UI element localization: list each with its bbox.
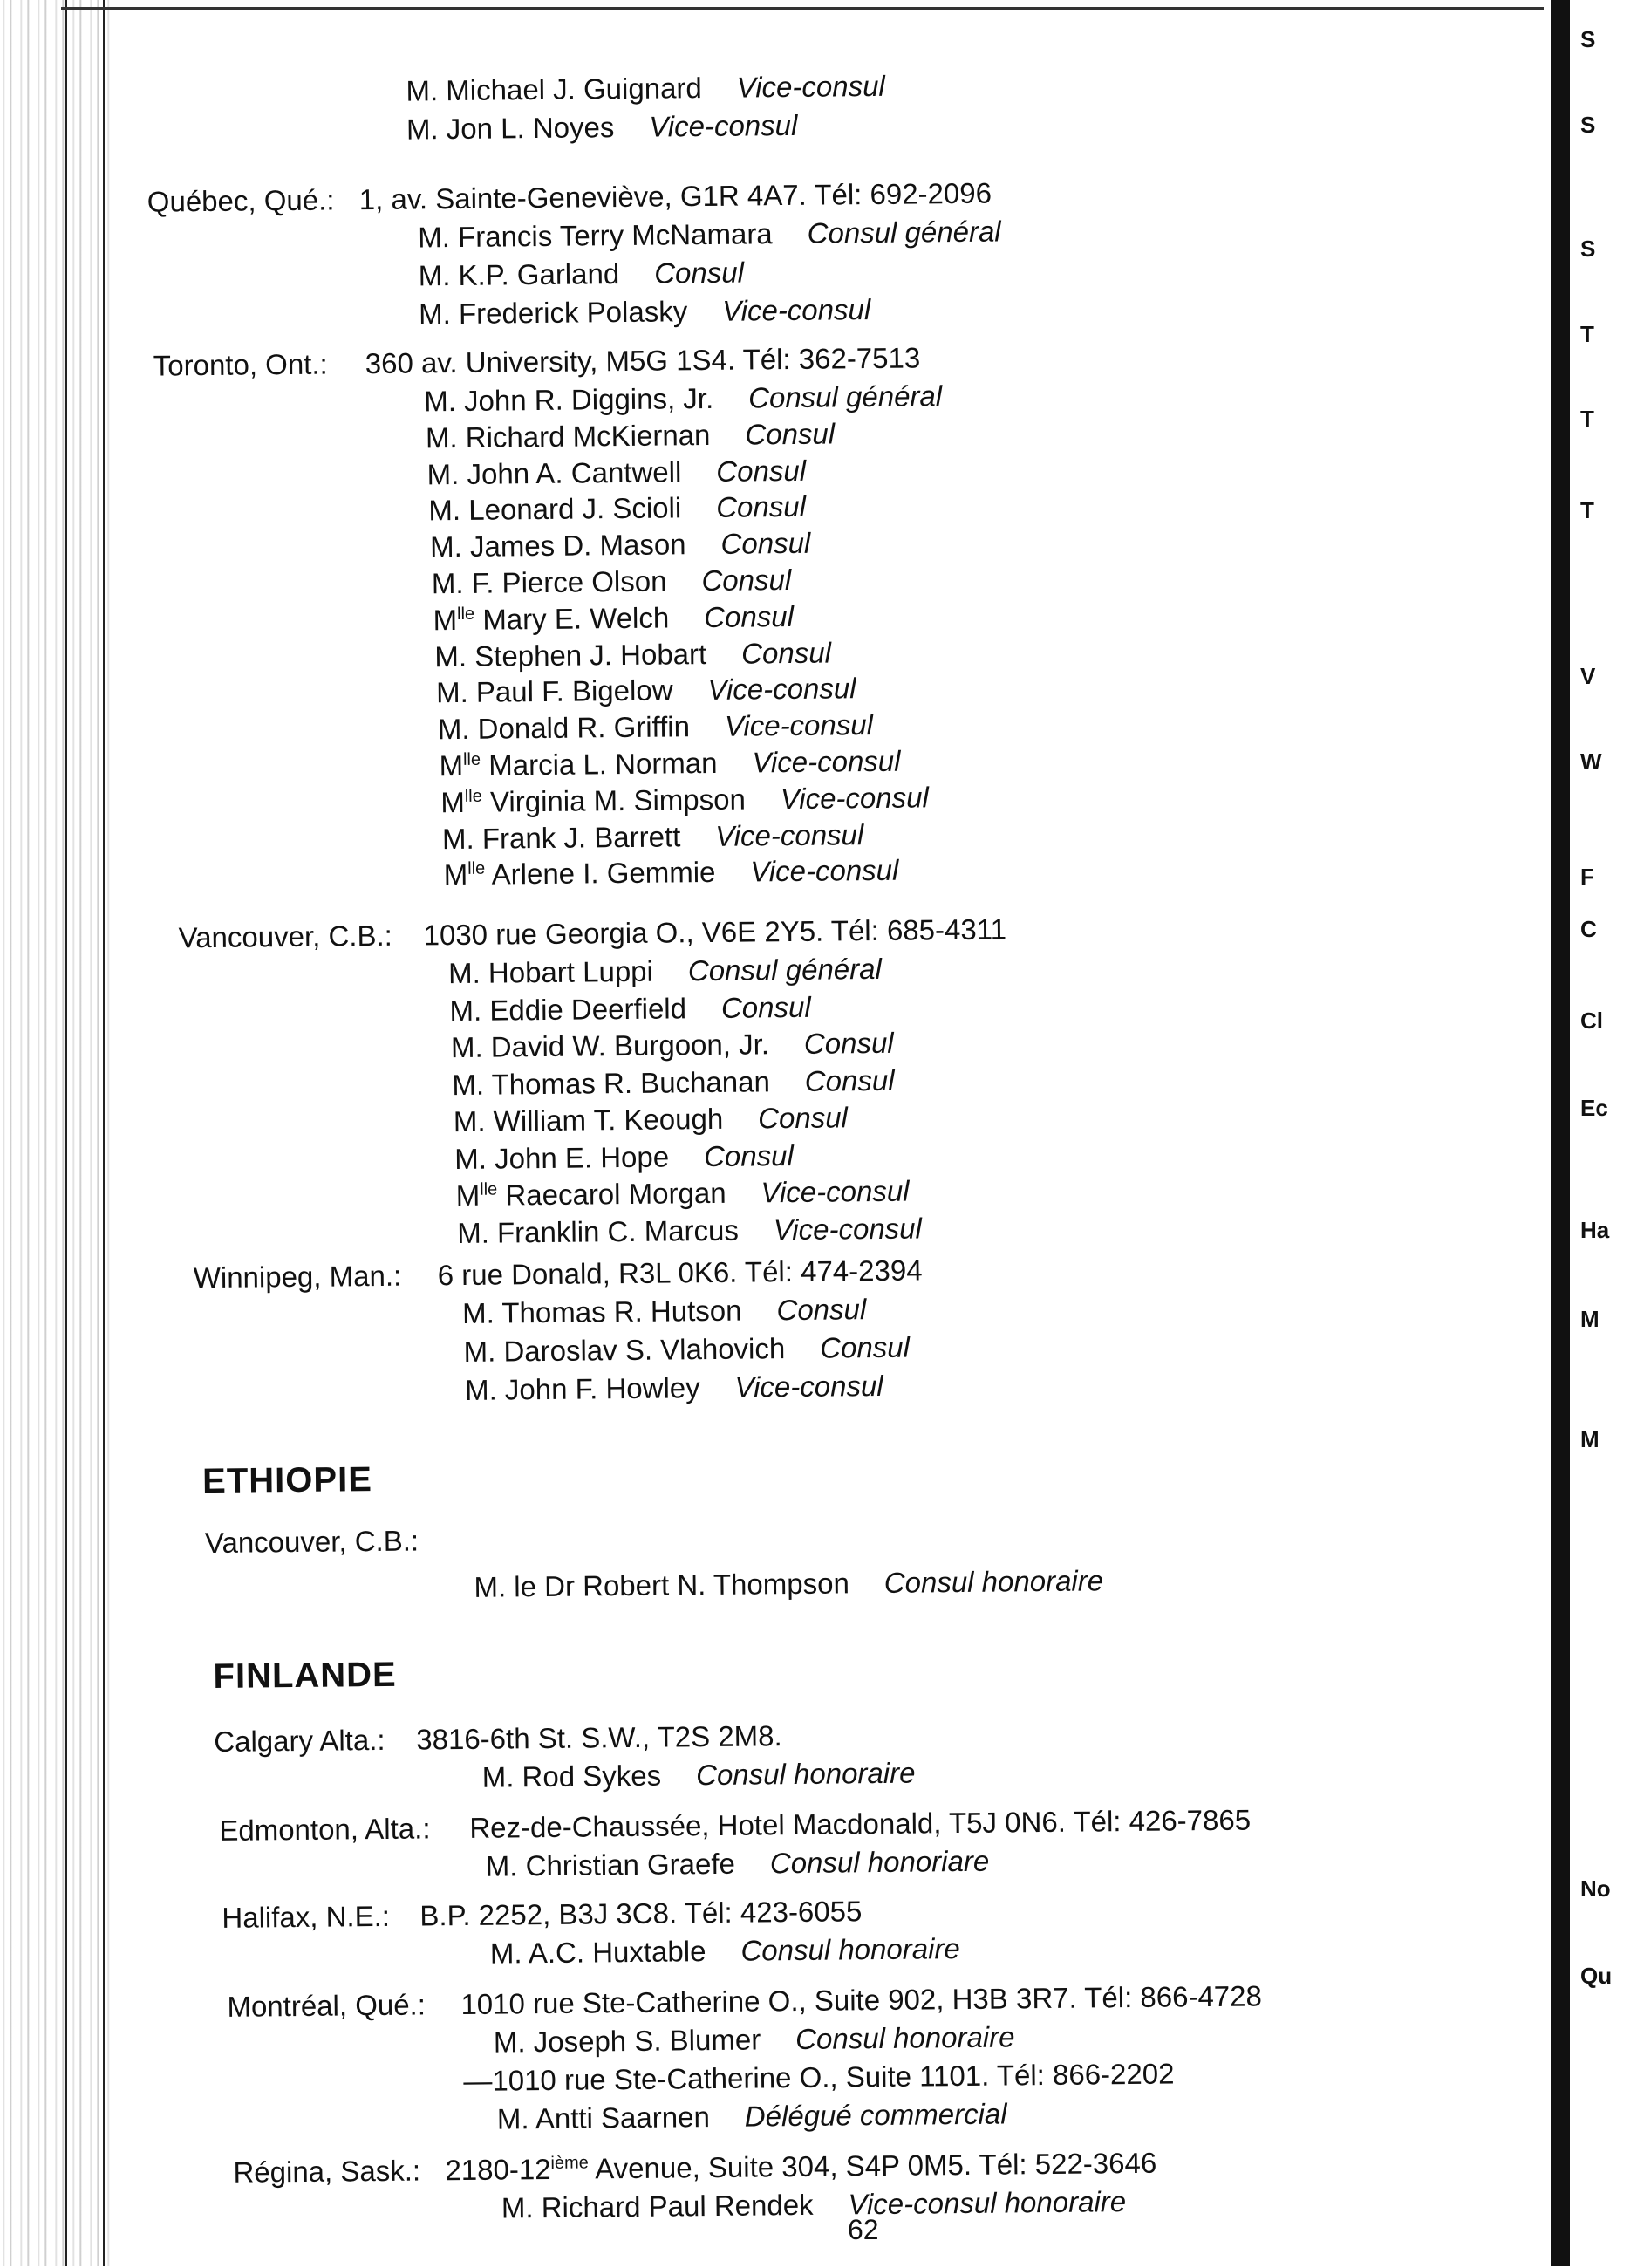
facing-page-letter: T (1580, 406, 1594, 432)
consulate-address: 6 rue Donald, R3L 0K6. Tél: 474-2394 (437, 1254, 923, 1292)
facing-page-letter: S (1580, 236, 1596, 262)
person-name: M. David W. Burgoon, Jr. (450, 1028, 770, 1064)
consulate-location: Winnipeg, Man.: (193, 1259, 402, 1295)
person-name: M. Thomas R. Buchanan (452, 1064, 770, 1101)
facing-page-edge (1551, 0, 1570, 2266)
person-name: M. John F. Howley (464, 1371, 700, 1406)
person-entry (439, 745, 900, 783)
person-entry (436, 673, 856, 710)
person-entry (451, 1027, 894, 1064)
facing-page-letter: V (1580, 663, 1596, 689)
person-entry: M. Rod Sykes Consul honoraire (481, 1756, 916, 1793)
facing-page-letter: Ec (1580, 1095, 1608, 1121)
country-heading-finlande: FINLANDE (213, 1655, 397, 1696)
person-entry (430, 527, 811, 564)
person-name: M. John E. Hope (454, 1139, 670, 1175)
consulate-location: Calgary Alta.: (214, 1723, 385, 1758)
person-title: Vice-consul (752, 744, 901, 779)
person-name: M. Thomas R. Hutson (461, 1294, 742, 1329)
consulate-location: Toronto, Ont.: (153, 347, 328, 382)
person-entry: M. Richard Paul Rendek Vice-consul honoraire (501, 2185, 1127, 2224)
person-entry (432, 564, 792, 600)
person-entry (434, 636, 831, 673)
person-entry (465, 1370, 883, 1407)
country-heading-ethiopie: ETHIOPIE (201, 1460, 373, 1501)
consulate-address: Rez-de-Chaussée, Hotel Macdonald, T5J 0N6. Tél: 426-7865 (469, 1803, 1252, 1844)
person-title: Vice-consul (707, 672, 856, 707)
person-name: M. James D. Mason (429, 528, 686, 564)
person-title: Vice-consul (724, 708, 874, 742)
person-title: Vice-consul (780, 781, 930, 815)
person-entry: M. Joseph S. Blumer Consul honoraire (493, 2020, 1015, 2059)
person-title: Vice-consul (734, 1369, 883, 1404)
person-title: Consul (720, 990, 811, 1024)
person-title: Consul (703, 1138, 795, 1172)
facing-page-letter: M (1580, 1426, 1599, 1452)
consulate-address: 1030 rue Georgia O., V6E 2Y5. Tél: 685-4311 (423, 912, 1007, 952)
consulate-address: 360 av. University, M5G 1S4. Tél: 362-7513 (365, 341, 921, 380)
person-entry (456, 1175, 910, 1213)
person-entry: M. Antti Saarnen Délégué commercial (496, 2097, 1007, 2135)
person-entry (442, 818, 864, 856)
consulate-address: 1, av. Sainte-Geneviève, G1R 4A7. Tél: 692-2096 (358, 176, 992, 216)
facing-page-letter: W (1580, 748, 1602, 775)
page-number: 62 (848, 2214, 879, 2245)
person-title: Vice-consul (750, 854, 899, 888)
person-title: Consul (820, 1330, 911, 1364)
consulate-address: 2180-12ième Avenue, Suite 304, S4P 0M5. Tél: 522-3646 (445, 2146, 1157, 2187)
person-title: Consul général (687, 952, 883, 987)
facing-page-letter: Ha (1580, 1217, 1610, 1243)
person-entry (454, 1138, 794, 1175)
person-name: $M^{lle}$ Marcia L. Norman (439, 746, 718, 782)
person-name: $M^{lle}$ Arlene I. Gemmie (443, 856, 716, 891)
consulate-address: 3816-6th St. S.W., T2S 2M8. (416, 1719, 782, 1756)
consulate-address: B.P. 2252, B3J 3C8. Tél: 423-6055 (419, 1895, 863, 1932)
consulate-location: Régina, Sask.: (233, 2154, 421, 2189)
person-name: M. Eddie Deerfield (449, 991, 687, 1027)
consulate-location: Montréal, Qué.: (227, 1988, 426, 2023)
person-entry (426, 417, 836, 454)
person-entry: M. Francis Terry McNamara Consul général (418, 215, 1001, 254)
person-entry: M. Michael J. Guignard Vice-consul (406, 69, 885, 107)
person-title: Consul (803, 1026, 894, 1060)
person-title: Consul (776, 1293, 867, 1327)
person-entry (463, 1331, 910, 1369)
facing-page-letter: No (1580, 1875, 1611, 1902)
facing-page-letter: S (1580, 112, 1596, 138)
person-name: M. Hobart Luppi (447, 954, 654, 990)
consulate-location: Edmonton, Alta.: (219, 1812, 431, 1847)
person-name: M. Richard McKiernan (425, 418, 711, 454)
person-title: Consul (704, 599, 795, 633)
person-name: $M^{lle}$ Virginia M. Simpson (440, 782, 747, 818)
person-entry (424, 379, 942, 418)
facing-page-letter: F (1580, 864, 1594, 890)
person-entry (440, 781, 929, 819)
person-name: $M^{lle}$ Raecarol Morgan (455, 1176, 726, 1213)
facing-page-letter: C (1580, 916, 1597, 942)
person-title: Vice-consul (773, 1211, 923, 1246)
consulate-location: Vancouver, C.B.: (178, 919, 393, 954)
consulate-location: Vancouver, C.B.: (204, 1524, 419, 1560)
person-entry: M. K.P. Garland Consul (418, 256, 745, 292)
facing-page-letter: Cl (1580, 1008, 1603, 1034)
person-entry: M. Frederick Polasky Vice-consul (418, 293, 871, 331)
person-name: $M^{lle}$ Mary E. Welch (433, 601, 670, 637)
consulate-location: Halifax, N.E.: (222, 1899, 391, 1934)
person-name: M. John A. Cantwell (426, 454, 682, 490)
person-entry (438, 708, 874, 746)
person-title: Consul (804, 1063, 895, 1097)
facing-page-letter: Qu (1580, 1963, 1613, 1989)
person-name: M. Franklin C. Marcus (457, 1213, 740, 1249)
person-entry (426, 454, 806, 491)
consulate-location: Québec, Qué.: (147, 183, 335, 218)
person-title: Consul (745, 417, 836, 451)
consulate-address: —1010 rue Ste-Catherine O., Suite 1101. Tél: 866-2202 (463, 2057, 1175, 2098)
person-entry (462, 1293, 866, 1330)
facing-page-letter: M (1580, 1306, 1599, 1332)
person-name: M. John R. Diggins, Jr. (424, 381, 714, 418)
person-entry (449, 990, 811, 1027)
person-name: M. Stephen J. Hobart (434, 637, 707, 673)
facing-page-letter: T (1580, 321, 1594, 347)
person-entry (428, 490, 806, 528)
person-name: M. Leonard J. Scioli (428, 491, 682, 527)
person-name: M. F. Pierce Olson (431, 564, 667, 600)
person-title: Consul (716, 454, 807, 488)
person-entry: M. le Dr Robert N. Thompson Consul honoraire (474, 1564, 1104, 1603)
person-title: Consul (740, 636, 832, 670)
person-title: Vice-consul (761, 1174, 910, 1209)
person-entry (448, 953, 882, 990)
person-title: Consul (757, 1101, 849, 1135)
person-title: Consul (716, 490, 807, 524)
facing-page-letter: S (1580, 26, 1596, 52)
person-title: Consul (701, 563, 792, 598)
consulate-address: 1010 rue Ste-Catherine O., Suite 902, H3B 3R7. Tél: 866-4728 (460, 1979, 1263, 2021)
person-title: Consul (720, 526, 811, 561)
person-name: M. Daroslav S. Vlahovich (463, 1332, 786, 1368)
person-entry (454, 1101, 848, 1138)
person-name: M. Donald R. Griffin (437, 710, 691, 746)
person-entry (457, 1212, 922, 1250)
person-entry (444, 854, 899, 891)
person-title: Consul général (747, 379, 943, 414)
person-entry (452, 1063, 895, 1101)
person-name: M. William T. Keough (453, 1102, 724, 1138)
person-name: M. Frank J. Barrett (441, 819, 681, 855)
person-name: M. Paul F. Bigelow (435, 673, 673, 709)
person-entry: M. Jon L. Noyes Vice-consul (406, 108, 798, 146)
person-entry: M. A.C. Huxtable Consul honoraire (489, 1932, 960, 1970)
person-title: Vice-consul (715, 817, 864, 852)
person-entry (433, 600, 794, 637)
person-entry: M. Christian Graefe Consul honoriare (485, 1844, 990, 1882)
facing-page-letter: T (1580, 497, 1594, 523)
